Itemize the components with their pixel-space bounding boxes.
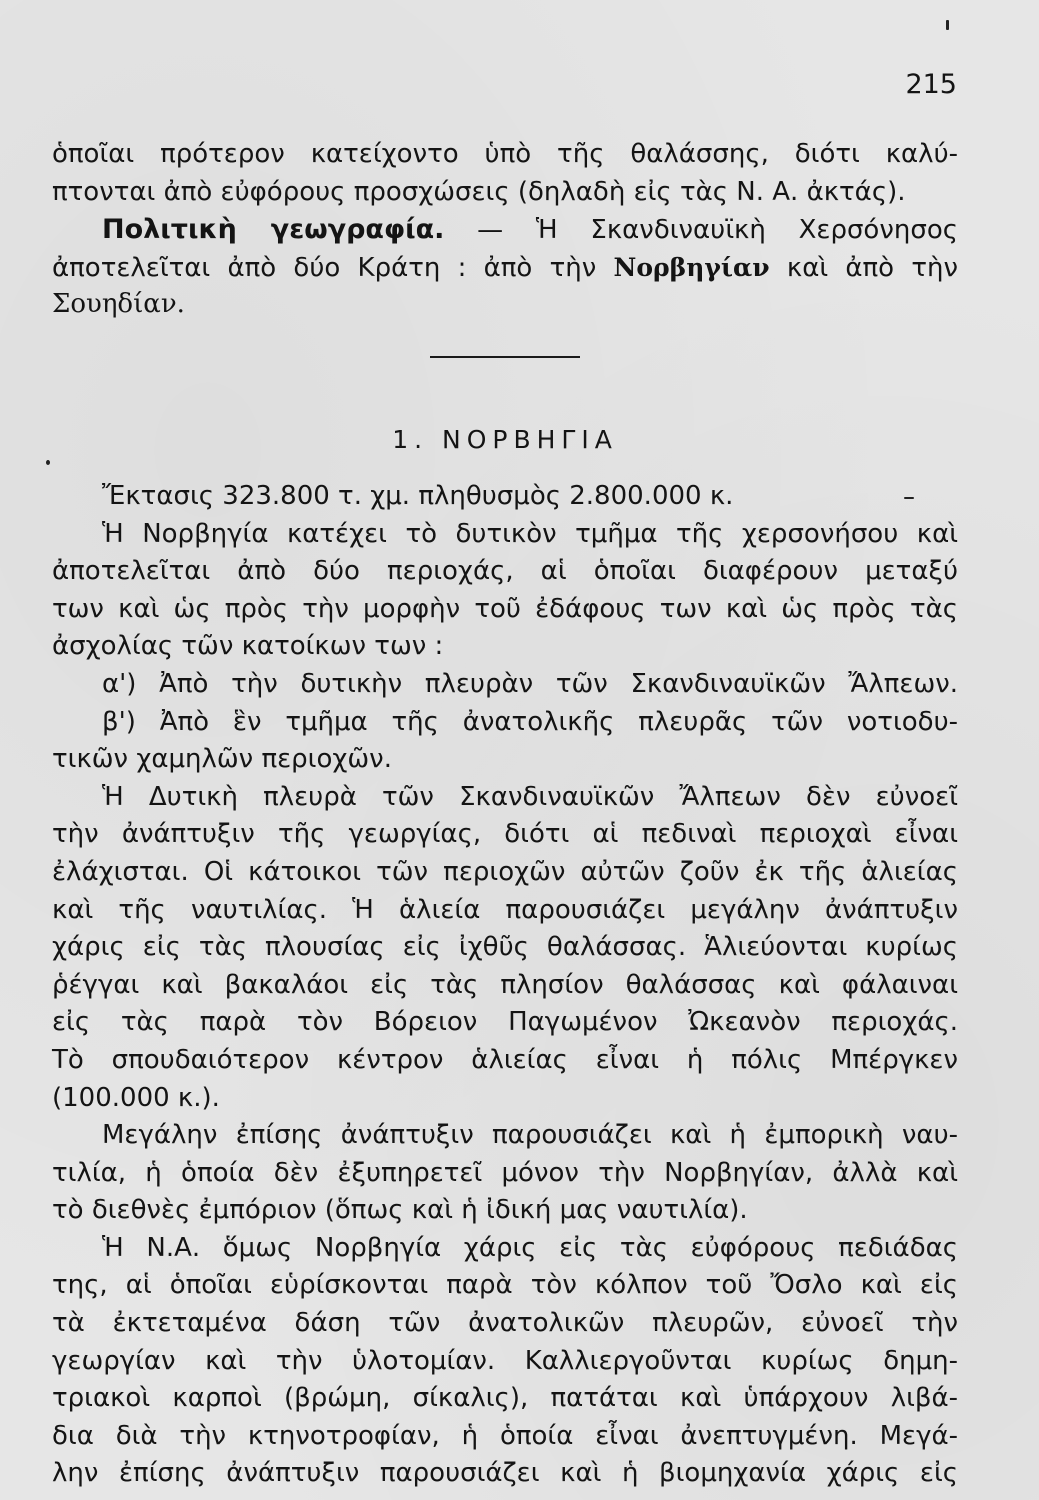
text-line: τὰ ἐκτεταμένα δάση τῶν ἀνατολικῶν πλευρῶν, εὐνοεῖ τὴν	[52, 1308, 958, 1339]
text-line: καὶ τῆς ναυτιλίας. Ἡ ἁλιεία παρουσιάζει μεγάλην ἀνάπτυξιν	[52, 894, 958, 925]
text-line: Ἡ Ν.Α. ὅμως Νορβηγία χάρις εἰς τὰς εὐφόρους πεδιάδας	[102, 1232, 958, 1263]
section-heading-norway: 1. ΝΟΡΒΗΓΙΑ	[392, 425, 618, 454]
paper-speck	[904, 497, 914, 499]
text-line: τριακοὶ καρποὶ (βρώμη, σίκαλις), πατάται καὶ ὑπάρχουν λιβά-	[52, 1383, 958, 1414]
text-line: τικῶν χαμηλῶν περιοχῶν.	[52, 744, 392, 775]
text-line: των καὶ ὡς πρὸς τὴν μορφὴν τοῦ ἐδάφους των καὶ ὡς πρὸς τὰς	[52, 593, 958, 624]
text-line: ἀποτελεῖται ἀπὸ δύο περιοχάς, αἱ ὁποῖαι διαφέρουν μεταξύ	[52, 556, 958, 587]
text-line: της, αἱ ὁποῖαι εὑρίσκονται παρὰ τὸν κόλπον τοῦ Ὄσλο καὶ εἰς	[52, 1270, 958, 1301]
paper-speck	[46, 460, 50, 465]
text-line: (100.000 κ.).	[52, 1082, 220, 1113]
states-line	[52, 249, 958, 287]
political-geography-text: — Ἡ Σκανδιναυϊκὴ Χερσόνησος	[444, 215, 958, 246]
text-line: τὴν ἀνάπτυξιν τῆς γεωργίας, διότι αἱ πεδιναὶ περιοχαὶ εἶναι	[52, 819, 958, 850]
text-line: χάρις εἰς τὰς πλουσίας εἰς ἰχθῦς θαλάσσας. Ἁλιεύονται κυρίως	[52, 932, 958, 963]
political-geography-heading: Πολιτικὴ γεωγραφία.	[102, 214, 445, 246]
sweden-line: Σουηδίαν.	[52, 289, 185, 320]
area-population-line: Ἔκτασις 323.800 τ. χμ. πληθυσμὸς 2.800.000 κ.	[102, 481, 734, 511]
political-geography-line	[52, 211, 958, 249]
intro-paragraphs	[52, 136, 958, 324]
text-line: Ἡ Νορβηγία κατέχει τὸ δυτικὸν τμῆμα τῆς χερσονήσου καὶ	[102, 518, 958, 549]
states-line-start: ἀποτελεῖται ἀπὸ δύο Κράτη : ἀπὸ τὴν	[52, 252, 614, 283]
norway-term: Νορβηγίαν	[613, 252, 770, 282]
text-line: τιλία, ἡ ὁποία δὲν ἐξυπηρετεῖ μόνον τὴν Νορβηγίαν, ἀλλὰ καὶ	[52, 1157, 958, 1188]
states-line-end: καὶ ἀπὸ τὴν	[769, 252, 958, 283]
text-line: τὸ διεθνὲς ἐμπόριον (ὅπως καὶ ἡ ἰδική μας ναυτιλία).	[52, 1195, 748, 1226]
list-item-a: α') Ἀπὸ τὴν δυτικὴν πλευρὰν τῶν Σκανδιναυϊκῶν Ἄλπεων.	[102, 668, 958, 699]
text-line: γεωργίαν καὶ τὴν ὑλοτομίαν. Καλλιεργοῦνται κυρίως δημη-	[52, 1345, 958, 1376]
text-line: Μεγάλην ἐπίσης ἀνάπτυξιν παρουσιάζει καὶ ἡ ἐμπορικὴ ναυ-	[102, 1120, 958, 1151]
text-line: ῥέγγαι καὶ βακαλάοι εἰς τὰς πλησίον θαλάσσας καὶ φάλαιναι	[52, 969, 958, 1000]
list-item-b: β') Ἀπὸ ἓν τμῆμα τῆς ἀνατολικῆς πλευρᾶς τῶν νοτιοδυ-	[102, 706, 958, 737]
text-line: Τὸ σπουδαιότερον κέντρον ἁλιείας εἶναι ἡ πόλις Μπέργκεν	[52, 1044, 958, 1075]
text-line: Ἡ Δυτικὴ πλευρὰ τῶν Σκανδιναυϊκῶν Ἄλπεων δὲν εὐνοεῖ	[102, 781, 958, 812]
text-line: δια διὰ τὴν κτηνοτροφίαν, ἡ ὁποία εἶναι ἀνεπτυγμένη. Μεγά-	[52, 1420, 958, 1451]
text-line: ἐλάχισται. Οἱ κάτοικοι τῶν περιοχῶν αὐτῶν ζοῦν ἐκ τῆς ἁλιείας	[52, 856, 958, 887]
intro-line-1: ὁποῖαι πρότερον κατείχοντο ὑπὸ τῆς θαλάσσης, διότι καλύ-	[52, 139, 958, 169]
section-divider	[430, 356, 580, 358]
text-line: εἰς τὰς παρὰ τὸν Βόρειον Παγωμένον Ὠκεανὸν περιοχάς.	[52, 1007, 958, 1038]
norway-section-text	[52, 478, 958, 1493]
intro-line-2: πτονται ἀπὸ εὐφόρους προσχώσεις (δηλαδὴ εἰς τὰς Ν. Α. ἀκτάς).	[52, 176, 906, 207]
paper-speck	[946, 20, 949, 30]
page-number: 215	[905, 69, 957, 100]
text-line: ἀσχολίας τῶν κατοίκων των :	[52, 631, 444, 662]
text-line: λην ἐπίσης ἀνάπτυξιν παρουσιάζει καὶ ἡ βιομηχανία χάρις εἰς	[52, 1458, 958, 1489]
